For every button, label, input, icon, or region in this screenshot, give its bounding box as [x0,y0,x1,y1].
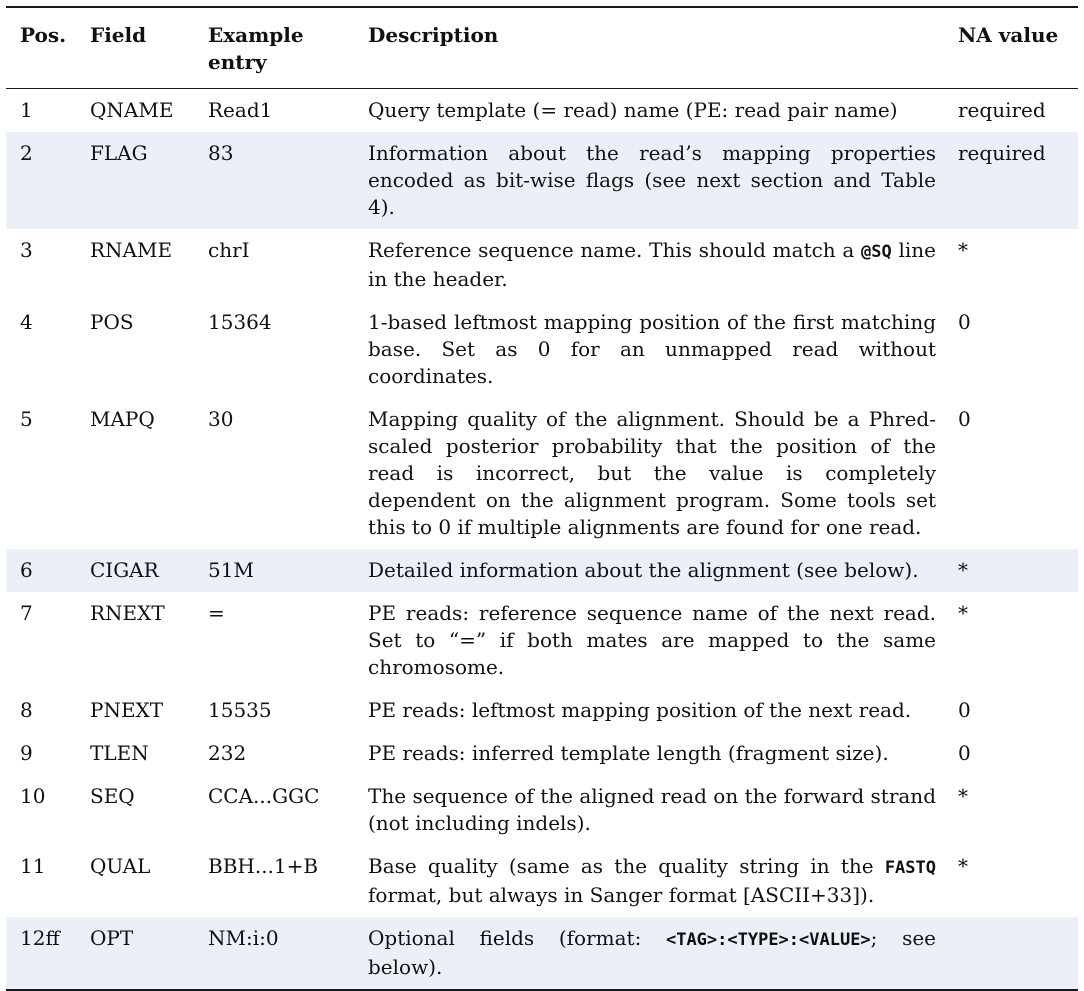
sam-fields-table [6,6,1078,991]
cell-pos: 3 [20,238,33,262]
header-row [6,8,1078,88]
cell-description [360,549,950,592]
cell-na: * [958,784,968,808]
cell-example: 83 [200,132,360,229]
table-row [6,398,1078,549]
cell-field: TLEN [90,741,149,765]
fields-table-body [6,89,1078,989]
cell-na [950,917,1078,989]
cell-na: 0 [958,698,971,722]
cell-example: 15364 [208,310,272,334]
cell-pos: 12ff [6,917,82,989]
description-text: Query template (= read) name (PE: read pair name) [368,98,898,122]
table-row [6,592,1078,689]
cell-field: PNEXT [90,698,164,722]
cell-example: NM:i:0 [200,917,360,989]
cell-description [360,132,950,229]
header-pos: Pos. [20,23,67,47]
description-text: Optional fields (format: [368,926,666,950]
cell-example: 232 [208,741,247,765]
cell-field: OPT [82,917,200,989]
description-text: PE reads: leftmost mapping position of the next read. [368,698,912,722]
cell-pos: 2 [6,132,82,229]
table-row [6,917,1078,989]
description-text: ; see below). [368,926,937,979]
cell-na: 0 [958,310,971,334]
fields-table [6,8,1078,88]
cell-description [360,301,950,398]
cell-pos: 4 [20,310,33,334]
cell-pos: 10 [20,784,46,808]
cell-example: BBH...1+B [208,854,319,878]
cell-field: FLAG [82,132,200,229]
cell-pos: 6 [6,549,82,592]
table-row [6,132,1078,229]
cell-pos: 9 [20,741,33,765]
description-text: Reference sequence name. This should match a [368,238,862,262]
table-row [6,689,1078,732]
table-row [6,301,1078,398]
code-text: <TAG>:<TYPE>:<VALUE> [665,930,871,950]
cell-field: RNEXT [90,601,165,625]
cell-field: SEQ [90,784,135,808]
description-text: 1-based leftmost mapping position of the first matching base. Set as 0 for an unmapped read without coordinates. [368,310,936,388]
cell-description [360,229,950,301]
cell-na: required [958,98,1046,122]
header-description: Description [368,23,499,47]
description-text: PE reads: reference sequence name of the next read. Set to “=” if both mates are mapped to the same chromosome. [368,601,936,679]
description-text: Base quality (same as the quality string in the [368,854,885,878]
cell-field: CIGAR [82,549,200,592]
table-row [6,549,1078,592]
cell-description [360,775,950,845]
cell-na: * [958,601,968,625]
description-text: Information about the read’s mapping properties encoded as bit-wise flags (see next section and Table 4). [368,141,936,219]
cell-example: chrI [208,238,250,262]
cell-description [360,89,950,132]
cell-pos: 8 [20,698,33,722]
cell-description [360,398,950,549]
cell-pos: 1 [20,98,33,122]
cell-example: = [208,601,225,625]
cell-description [360,732,950,775]
cell-field: POS [90,310,134,334]
table-row [6,229,1078,301]
cell-field: RNAME [90,238,173,262]
description-text: The sequence of the aligned read on the forward strand (not including indels). [368,784,936,835]
cell-example: CCA...GGC [208,784,320,808]
cell-pos: 7 [20,601,33,625]
cell-description [360,845,950,917]
description-text: Mapping quality of the alignment. Should be a Phred-scaled posterior probability that the position of the read is incorrect, but the value is completely dependent on the alignment program. Some tools set this to 0 if multiple alignments are found for one read. [368,407,936,539]
cell-pos: 11 [20,854,46,878]
header-field: Field [90,23,147,47]
code-text: @SQ [861,242,892,262]
cell-field: MAPQ [90,407,155,431]
cell-description [360,592,950,689]
description-text: line in the header. [368,238,936,291]
table-row [6,775,1078,845]
cell-field: QUAL [90,854,151,878]
cell-example: 30 [208,407,234,431]
table-row [6,732,1078,775]
cell-description [360,917,950,989]
code-text: FASTQ [884,858,936,878]
cell-na: * [958,238,968,262]
header-example: Example entry [208,23,304,74]
cell-na: * [958,854,968,878]
cell-na: 0 [958,407,971,431]
description-text: format, but always in Sanger format [ASCII+33]). [368,883,875,907]
description-text: Detailed information about the alignment (see below). [368,558,919,582]
cell-description [360,689,950,732]
cell-example: 15535 [208,698,272,722]
cell-pos: 5 [20,407,33,431]
table-row [6,89,1078,132]
table-row [6,845,1078,917]
cell-na: required [950,132,1078,229]
header-na: NA value [958,23,1059,47]
cell-field: QNAME [90,98,174,122]
description-text: PE reads: inferred template length (fragment size). [368,741,889,765]
cell-na: 0 [958,741,971,765]
cell-example: 51M [200,549,360,592]
cell-na: * [950,549,1078,592]
cell-example: Read1 [208,98,273,122]
